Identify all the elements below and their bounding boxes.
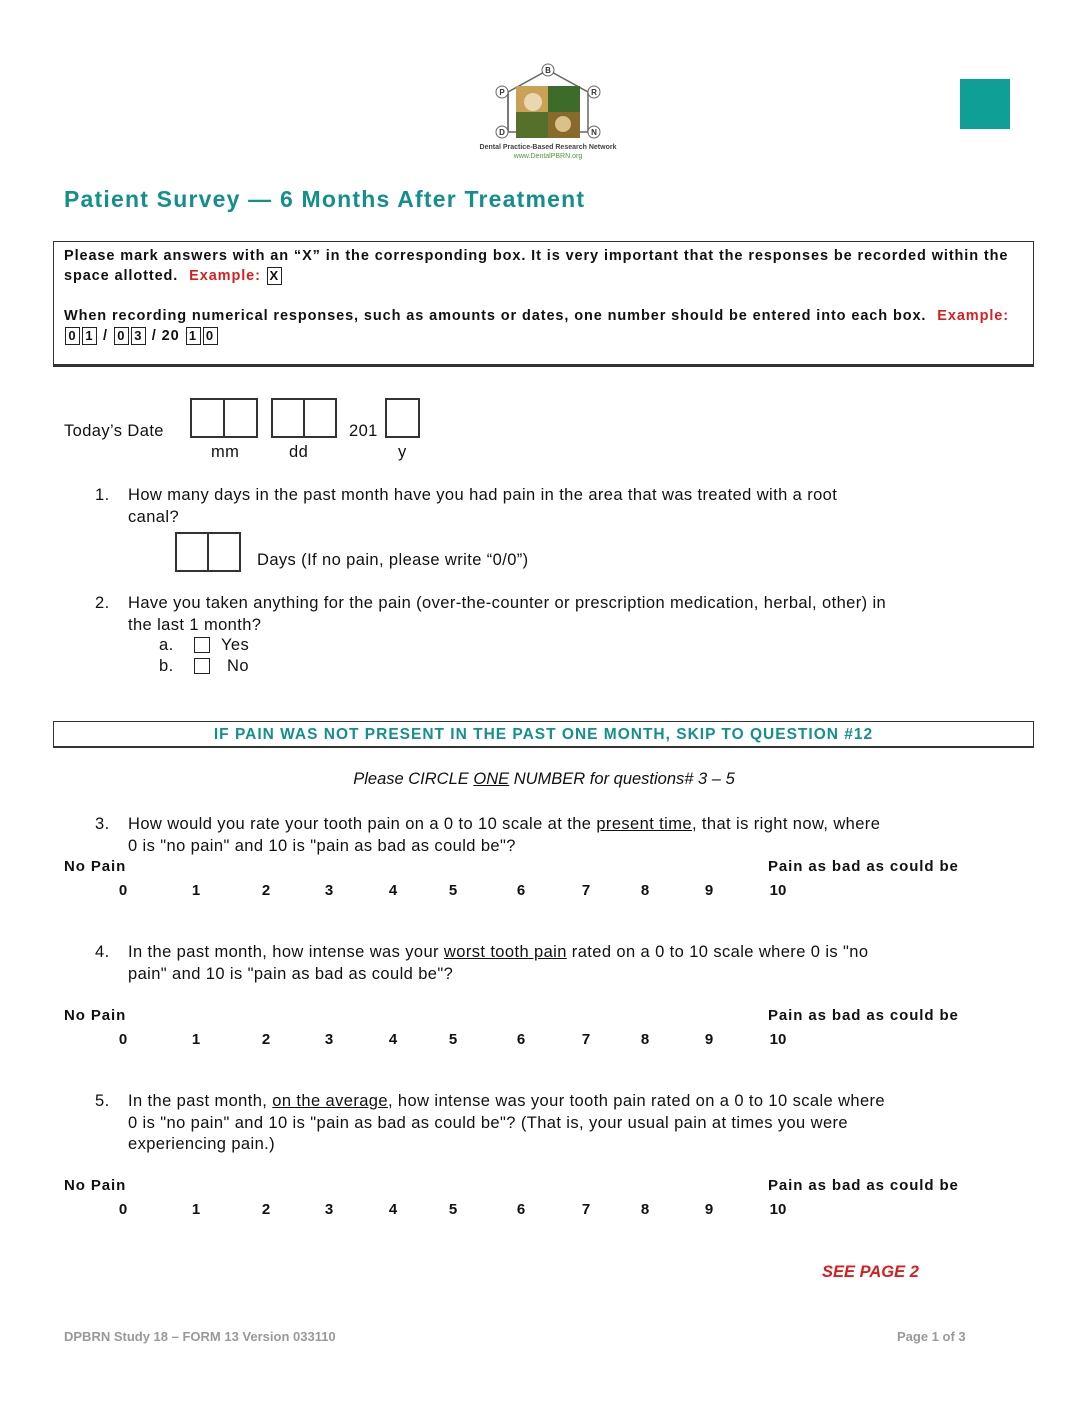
q2-option-b-letter: b. bbox=[159, 657, 174, 675]
q2-option-a-letter: a. bbox=[159, 636, 174, 654]
q4-scale-option-0[interactable]: 0 bbox=[118, 1031, 128, 1048]
q4-scale-worst-pain-label: Pain as bad as could be bbox=[768, 1007, 959, 1024]
date-year-field[interactable] bbox=[385, 398, 420, 438]
q5-scale-option-7[interactable]: 7 bbox=[581, 1201, 591, 1218]
q3-number: 3. bbox=[95, 815, 110, 833]
q3-scale-option-6[interactable]: 6 bbox=[516, 882, 526, 899]
q4-scale-option-4[interactable]: 4 bbox=[388, 1031, 398, 1048]
q3-text: How would you rate your tooth pain on a 0 to 10 scale at the present time, that is right now, where bbox=[128, 815, 881, 833]
mm-label: mm bbox=[211, 443, 240, 461]
q1-text-2: canal? bbox=[128, 508, 180, 526]
q5-scale-option-10[interactable]: 10 bbox=[769, 1201, 787, 1218]
q4-scale-option-2[interactable]: 2 bbox=[261, 1031, 271, 1048]
q2-number: 2. bbox=[95, 594, 110, 612]
y-label: y bbox=[398, 443, 407, 461]
q2-yes-label: Yes bbox=[221, 636, 250, 654]
q3-scale-option-8[interactable]: 8 bbox=[640, 882, 650, 899]
year-prefix: 201 bbox=[349, 422, 378, 440]
q5-scale-option-6[interactable]: 6 bbox=[516, 1201, 526, 1218]
q5-scale-option-8[interactable]: 8 bbox=[640, 1201, 650, 1218]
q3-scale-option-4[interactable]: 4 bbox=[388, 882, 398, 899]
q3-scale-option-3[interactable]: 3 bbox=[324, 882, 334, 899]
q2-no-label: No bbox=[227, 657, 249, 675]
q3-scale-option-10[interactable]: 10 bbox=[769, 882, 787, 899]
q5-scale-no-pain-label: No Pain bbox=[64, 1177, 127, 1194]
q2-yes-checkbox[interactable] bbox=[194, 637, 210, 653]
q5-scale-option-9[interactable]: 9 bbox=[704, 1201, 714, 1218]
q3-scale-option-0[interactable]: 0 bbox=[118, 882, 128, 899]
instructions-text-2: When recording numerical responses, such as amounts or dates, one number should be entered into each box. Example: 0 1 / 0 3 / 20 1 0 bbox=[64, 308, 1009, 344]
q3-scale-option-2[interactable]: 2 bbox=[261, 882, 271, 899]
q4-scale-option-9[interactable]: 9 bbox=[704, 1031, 714, 1048]
dd-label: dd bbox=[289, 443, 309, 461]
q5-scale-option-1[interactable]: 1 bbox=[191, 1201, 201, 1218]
q5-scale-option-3[interactable]: 3 bbox=[324, 1201, 334, 1218]
circle-instruction: Please CIRCLE ONE NUMBER for questions# 3 – 5 bbox=[353, 770, 735, 788]
logo-caption: Dental Practice-Based Research Network bbox=[479, 144, 617, 151]
q5-text-3: experiencing pain.) bbox=[128, 1135, 276, 1153]
q3-text-2: 0 is "no pain" and 10 is "pain as bad as could be"? bbox=[128, 837, 516, 855]
q4-text-2: pain" and 10 is "pain as bad as could be"? bbox=[128, 965, 454, 983]
q4-scale-option-1[interactable]: 1 bbox=[191, 1031, 201, 1048]
q5-text: In the past month, on the average, how intense was your tooth pain rated on a 0 to 10 scale where bbox=[128, 1092, 886, 1110]
footer-form-id: DPBRN Study 18 – FORM 13 Version 033110 bbox=[64, 1329, 336, 1344]
q3-scale-option-5[interactable]: 5 bbox=[448, 882, 458, 899]
q4-scale-no-pain-label: No Pain bbox=[64, 1007, 127, 1024]
q2-text-2: the last 1 month? bbox=[128, 616, 262, 634]
q5-scale-option-2[interactable]: 2 bbox=[261, 1201, 271, 1218]
see-page-2: SEE PAGE 2 bbox=[822, 1263, 919, 1281]
svg-text:N: N bbox=[591, 128, 597, 137]
q5-scale-option-4[interactable]: 4 bbox=[388, 1201, 398, 1218]
q2-text: Have you taken anything for the pain (over-the-counter or prescription medication, herbal, other) in bbox=[128, 594, 887, 612]
q5-scale-worst-pain-label: Pain as bad as could be bbox=[768, 1177, 959, 1194]
q4-text: In the past month, how intense was your worst tooth pain rated on a 0 to 10 scale where 0 is "no bbox=[128, 943, 869, 961]
q5-number: 5. bbox=[95, 1092, 110, 1110]
q3-scale-option-7[interactable]: 7 bbox=[581, 882, 591, 899]
q5-scale-option-5[interactable]: 5 bbox=[448, 1201, 458, 1218]
q4-scale-option-5[interactable]: 5 bbox=[448, 1031, 458, 1048]
svg-text:D: D bbox=[499, 128, 505, 137]
instructions-text-1: Please mark answers with an “X” in the corresponding box. It is very important that the responses be recorded within the space allotted. Example: X bbox=[64, 248, 1009, 284]
todays-date-label: Today’s Date bbox=[64, 422, 164, 440]
footer-page-number: Page 1 of 3 bbox=[897, 1329, 966, 1344]
q1-number: 1. bbox=[95, 486, 110, 504]
page-title: Patient Survey — 6 Months After Treatment bbox=[64, 186, 586, 212]
logo-url: www.DentalPBRN.org bbox=[513, 153, 583, 160]
example-x-box: X bbox=[267, 267, 282, 285]
q4-scale-option-8[interactable]: 8 bbox=[640, 1031, 650, 1048]
q1-text: How many days in the past month have you had pain in the area that was treated with a root bbox=[128, 486, 838, 504]
accent-square bbox=[960, 79, 1010, 129]
q4-scale-option-3[interactable]: 3 bbox=[324, 1031, 334, 1048]
q1-days-label: Days (If no pain, please write “0/0”) bbox=[257, 551, 529, 569]
q3-scale-worst-pain-label: Pain as bad as could be bbox=[768, 858, 959, 875]
q4-number: 4. bbox=[95, 943, 110, 961]
svg-text:P: P bbox=[499, 88, 505, 97]
q3-scale-option-1[interactable]: 1 bbox=[191, 882, 201, 899]
svg-text:R: R bbox=[591, 88, 597, 97]
q2-no-checkbox[interactable] bbox=[194, 658, 210, 674]
q4-scale-option-6[interactable]: 6 bbox=[516, 1031, 526, 1048]
skip-notice: IF PAIN WAS NOT PRESENT IN THE PAST ONE MONTH, SKIP TO QUESTION #12 bbox=[53, 721, 1034, 748]
q4-scale-option-7[interactable]: 7 bbox=[581, 1031, 591, 1048]
q4-scale-option-10[interactable]: 10 bbox=[769, 1031, 787, 1048]
q3-scale-option-9[interactable]: 9 bbox=[704, 882, 714, 899]
q3-scale-no-pain-label: No Pain bbox=[64, 858, 127, 875]
q5-text-2: 0 is "no pain" and 10 is "pain as bad as could be"? (That is, your usual pain at times you were bbox=[128, 1114, 848, 1132]
svg-text:B: B bbox=[545, 66, 551, 75]
q5-scale-option-0[interactable]: 0 bbox=[118, 1201, 128, 1218]
